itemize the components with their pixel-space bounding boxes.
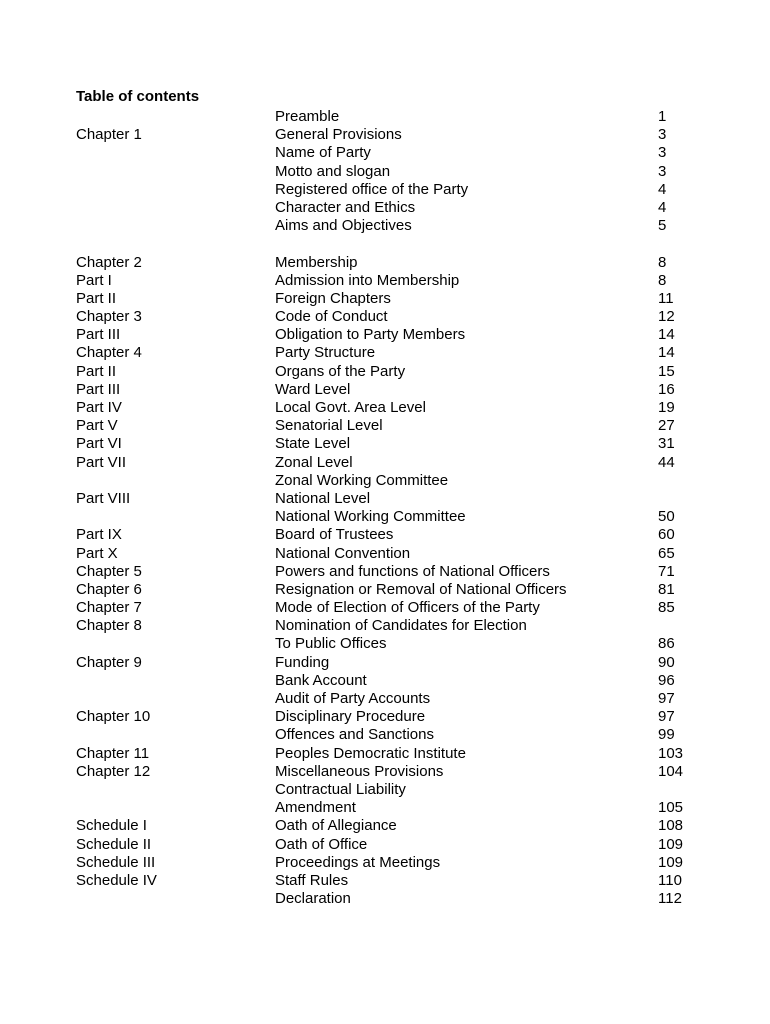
toc-entry-title: Oath of Allegiance bbox=[275, 817, 397, 835]
toc-entry-title: General Provisions bbox=[275, 126, 402, 144]
toc-row bbox=[0, 508, 770, 526]
toc-page-number: 3 bbox=[658, 162, 667, 180]
toc-row bbox=[0, 308, 770, 326]
toc-section-label: Chapter 10 bbox=[76, 708, 151, 726]
toc-row bbox=[0, 599, 770, 617]
toc-entry-title: Zonal Working Committee bbox=[275, 471, 449, 489]
toc-page-number: 31 bbox=[658, 435, 675, 453]
toc-page-number: 12 bbox=[658, 308, 675, 326]
toc-heading: Table of contents bbox=[76, 88, 200, 105]
toc-page-number: 97 bbox=[658, 708, 675, 726]
toc-section-label: Part II bbox=[76, 362, 117, 380]
toc-section-label: Chapter 5 bbox=[76, 562, 142, 580]
toc-section-label: Part V bbox=[76, 417, 118, 435]
toc-entry-title: Local Govt. Area Level bbox=[275, 399, 426, 416]
toc-page-number: 8 bbox=[658, 271, 667, 289]
toc-entry-title: National Level bbox=[275, 489, 371, 507]
toc-entry-title: Oath of Office bbox=[275, 835, 368, 853]
toc-entry-title: Admission into Membership bbox=[275, 271, 460, 289]
toc-page-number: 103 bbox=[658, 744, 684, 762]
toc-row bbox=[0, 708, 770, 726]
toc-entry-title: Board of Trustees bbox=[275, 526, 394, 544]
toc-page-number: 86 bbox=[658, 635, 675, 653]
toc-section-label: Part I bbox=[76, 271, 112, 289]
toc-row bbox=[0, 581, 770, 599]
toc-entry-title: Resignation or Removal of National Officers bbox=[275, 580, 567, 598]
toc-row bbox=[0, 490, 770, 508]
toc-page-number: 19 bbox=[658, 399, 675, 416]
toc-entry-title: Bank Account bbox=[275, 671, 367, 689]
toc-entry-title: Powers and functions of National Officers bbox=[275, 562, 550, 580]
toc-row bbox=[0, 363, 770, 381]
toc-row bbox=[0, 417, 770, 435]
toc-page-number: 110 bbox=[658, 871, 682, 889]
toc-page-number: 3 bbox=[658, 144, 667, 162]
toc-entry-title: Staff Rules bbox=[275, 871, 349, 889]
toc-entry-title: Name of Party bbox=[275, 144, 371, 162]
toc-page-number: 105 bbox=[658, 799, 684, 817]
toc-entry-title: Mode of Election of Officers of the Party bbox=[275, 599, 540, 617]
toc-page-number: 4 bbox=[658, 180, 667, 198]
toc-row bbox=[0, 799, 770, 817]
toc-section-label: Schedule IV bbox=[76, 871, 157, 889]
toc-page-number: 50 bbox=[658, 508, 675, 526]
toc-page-number: 1 bbox=[658, 108, 667, 125]
toc-page-number: 109 bbox=[658, 835, 684, 853]
toc-section-label: Part IV bbox=[76, 399, 122, 416]
toc-section-label: Chapter 6 bbox=[76, 580, 142, 598]
toc-row bbox=[0, 144, 770, 162]
toc-page-number: 14 bbox=[658, 344, 675, 362]
toc-row bbox=[0, 290, 770, 308]
toc-page-number: 5 bbox=[658, 217, 667, 235]
toc-section-label: Chapter 12 bbox=[76, 762, 151, 780]
toc-row bbox=[0, 235, 770, 253]
toc-row bbox=[0, 654, 770, 672]
toc-entry-title: Organs of the Party bbox=[275, 362, 406, 380]
toc-entry-title: Ward Level bbox=[275, 380, 351, 398]
toc-page-number: 15 bbox=[658, 362, 675, 380]
toc-entry-title: Character and Ethics bbox=[275, 198, 416, 216]
toc-page-number: 109 bbox=[658, 853, 684, 871]
toc-section-label: Chapter 1 bbox=[76, 126, 142, 144]
toc-section-label: Chapter 9 bbox=[76, 653, 142, 671]
toc-section-label: Chapter 4 bbox=[76, 344, 142, 362]
toc-page-number: 112 bbox=[658, 890, 682, 908]
toc-row bbox=[0, 217, 770, 235]
toc-row bbox=[0, 854, 770, 872]
toc-section-label: Chapter 8 bbox=[76, 617, 142, 635]
toc-row bbox=[0, 399, 770, 417]
toc-entry-title: Foreign Chapters bbox=[275, 289, 391, 307]
toc-section-label: Part II bbox=[76, 289, 117, 307]
toc-section-label: Part X bbox=[76, 544, 118, 562]
toc-row bbox=[0, 181, 770, 199]
toc-page-number: 3 bbox=[658, 126, 667, 144]
toc-section-label: Part VII bbox=[76, 453, 127, 471]
toc-page-number: 85 bbox=[658, 599, 675, 617]
toc-entry-title: To Public Offices bbox=[275, 635, 387, 653]
toc-section-label: Chapter 11 bbox=[76, 744, 150, 762]
toc-entry-title: Party Structure bbox=[275, 344, 376, 362]
toc-section-label: Part VIII bbox=[76, 489, 131, 507]
toc-page-number: 44 bbox=[658, 453, 675, 471]
toc-page-number: 81 bbox=[658, 580, 675, 598]
toc-row bbox=[0, 126, 770, 144]
toc-row bbox=[0, 381, 770, 399]
toc-entry-title: Proceedings at Meetings bbox=[275, 853, 441, 871]
toc-row bbox=[0, 872, 770, 890]
toc-section-label: Part IX bbox=[76, 526, 122, 544]
toc-entry-title: Aims and Objectives bbox=[275, 217, 412, 235]
toc-row bbox=[0, 690, 770, 708]
toc-entry-title: National Convention bbox=[275, 544, 411, 562]
toc-entry-title: Audit of Party Accounts bbox=[275, 690, 431, 707]
toc-entry-title: Peoples Democratic Institute bbox=[275, 744, 466, 762]
toc-section-label: Chapter 2 bbox=[76, 253, 142, 271]
toc-entry-title: Contractual Liability bbox=[275, 780, 406, 798]
toc-section-label: Schedule I bbox=[76, 817, 147, 835]
toc-list bbox=[0, 108, 770, 908]
toc-entry-title: Declaration bbox=[275, 890, 351, 908]
toc-row bbox=[0, 344, 770, 362]
toc-page-number: 108 bbox=[658, 817, 684, 835]
toc-row bbox=[0, 836, 770, 854]
toc-page-number: 27 bbox=[658, 417, 675, 435]
toc-entry-title: Amendment bbox=[275, 799, 356, 817]
toc-row bbox=[0, 254, 770, 272]
toc-page-number: 11 bbox=[658, 289, 674, 307]
toc-row bbox=[0, 781, 770, 799]
toc-row bbox=[0, 272, 770, 290]
toc-page-number: 8 bbox=[658, 253, 667, 271]
toc-page-number: 97 bbox=[658, 690, 675, 707]
toc-row bbox=[0, 726, 770, 744]
toc-page-number: 4 bbox=[658, 198, 667, 216]
toc-row bbox=[0, 745, 770, 763]
toc-entry-title: Registered office of the Party bbox=[275, 180, 469, 198]
toc-page-number: 90 bbox=[658, 653, 675, 671]
toc-row bbox=[0, 635, 770, 653]
toc-section-label: Chapter 7 bbox=[76, 599, 142, 617]
toc-entry-title: State Level bbox=[275, 435, 351, 453]
toc-section-label: Part VI bbox=[76, 435, 122, 453]
toc-row bbox=[0, 890, 770, 908]
toc-entry-title: Funding bbox=[275, 653, 330, 671]
toc-entry-title: Motto and slogan bbox=[275, 162, 391, 180]
toc-section-label: Part III bbox=[76, 380, 121, 398]
toc-page-number: 71 bbox=[658, 562, 675, 580]
toc-row bbox=[0, 617, 770, 635]
toc-page-number: 60 bbox=[658, 526, 675, 544]
toc-entry-title: Obligation to Party Members bbox=[275, 326, 466, 344]
toc-section-label: Schedule II bbox=[76, 835, 152, 853]
toc-row bbox=[0, 108, 770, 126]
toc-row bbox=[0, 435, 770, 453]
toc-row bbox=[0, 526, 770, 544]
toc-section-label: Chapter 3 bbox=[76, 308, 142, 326]
toc-entry-title: Membership bbox=[275, 253, 358, 271]
toc-row bbox=[0, 672, 770, 690]
toc-row bbox=[0, 163, 770, 181]
toc-page-number: 14 bbox=[658, 326, 675, 344]
toc-page-number: 16 bbox=[658, 380, 675, 398]
toc-row bbox=[0, 817, 770, 835]
toc-section-label: Schedule III bbox=[76, 853, 156, 871]
toc-entry-title: National Working Committee bbox=[275, 508, 466, 526]
toc-row bbox=[0, 472, 770, 490]
toc-row bbox=[0, 199, 770, 217]
toc-page-number: 104 bbox=[658, 762, 684, 780]
toc-section-label: Part III bbox=[76, 326, 121, 344]
toc-page-number: 96 bbox=[658, 671, 675, 689]
toc-page-number: 99 bbox=[658, 726, 675, 744]
toc-entry-title: Disciplinary Procedure bbox=[275, 708, 426, 726]
toc-entry-title: Senatorial Level bbox=[275, 417, 383, 435]
toc-entry-title: Code of Conduct bbox=[275, 308, 388, 326]
toc-entry-title: Preamble bbox=[275, 108, 340, 125]
toc-row bbox=[0, 763, 770, 781]
toc-row bbox=[0, 563, 770, 581]
toc-page-number: 65 bbox=[658, 544, 675, 562]
toc-row bbox=[0, 454, 770, 472]
toc-entry-title: Miscellaneous Provisions bbox=[275, 762, 444, 780]
toc-row bbox=[0, 545, 770, 563]
toc-entry-title: Offences and Sanctions bbox=[275, 726, 434, 744]
toc-row bbox=[0, 326, 770, 344]
toc-entry-title: Zonal Level bbox=[275, 453, 353, 471]
toc-entry-title: Nomination of Candidates for Election bbox=[275, 617, 527, 635]
